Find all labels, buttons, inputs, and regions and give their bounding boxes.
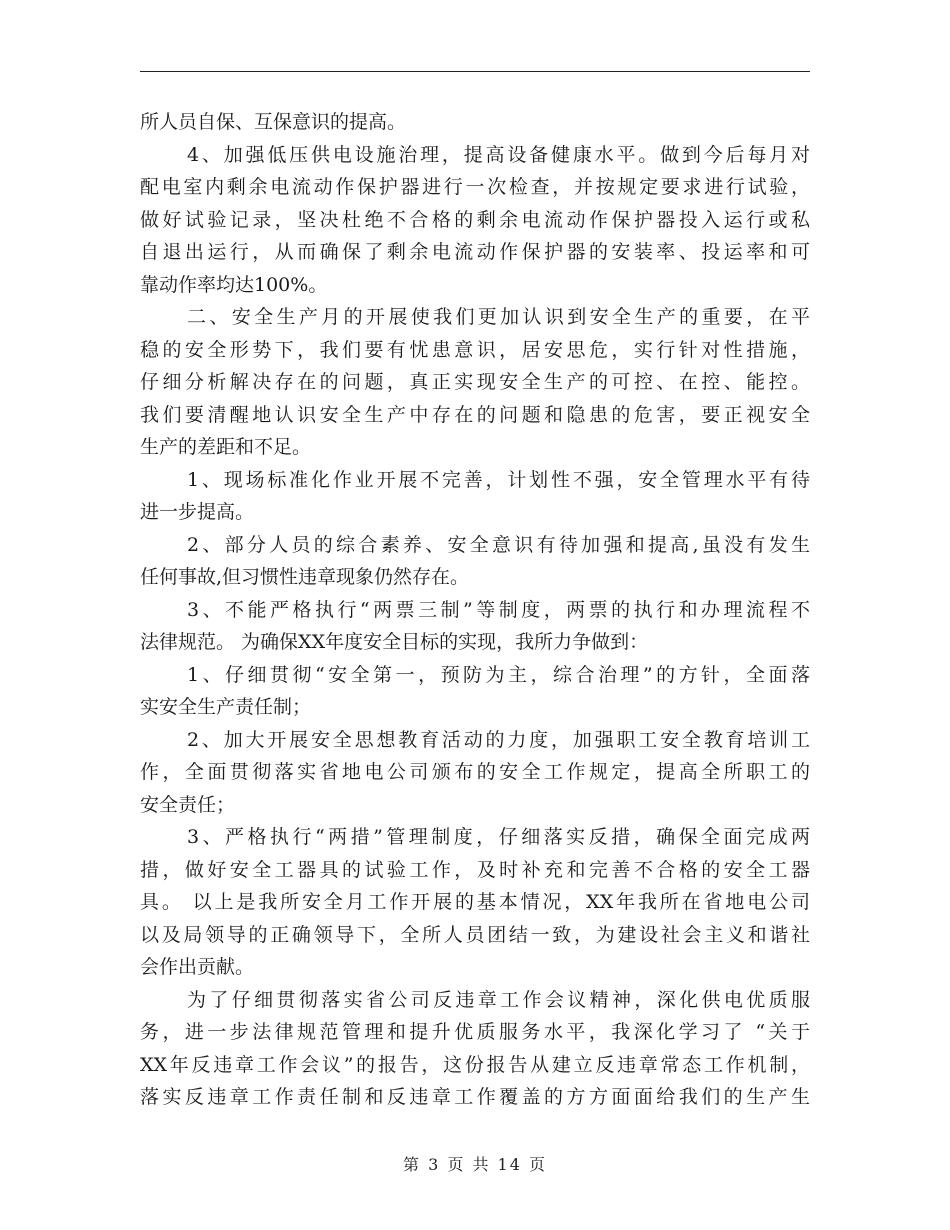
document-body: [140, 106, 810, 1114]
text-line: 2、加大开展安全思想教育活动的力度，加强职工安全教育培训工: [187, 728, 810, 751]
text-line: 实安全生产责任制；: [140, 696, 312, 718]
text-line: 安全责任；: [140, 793, 236, 816]
text-line: 为了仔细贯彻落实省公司反违章工作会议精神，深化供电优质服: [187, 988, 810, 1011]
text-line: 任何事故,但习惯性违章现象仍然存在。: [140, 566, 470, 588]
page-number: 第 3 页 共 14 页: [403, 1155, 547, 1174]
text-line: 落实反违章工作责任制和反违章工作覆盖的方方面面给我们的生产生: [140, 1086, 810, 1108]
text-line: 靠动作率均达100%。: [140, 273, 328, 296]
text-line: 4、加强低压供电设施治理，提高设备健康水平。做到今后每月对: [187, 143, 810, 166]
text-line: 会作出贡献。: [140, 956, 255, 978]
text-line: 稳的安全形势下，我们要有忧患意识，居安思危，实行针对性措施，: [140, 338, 810, 361]
header-rule: [140, 71, 810, 72]
text-line: 以及局领导的正确领导下，全所人员团结一致，为建设社会主义和谐社: [140, 923, 810, 946]
text-line: 作，全面贯彻落实省地电公司颁布的安全工作规定，提高全所职工的: [140, 761, 810, 783]
text-line: 务，进一步法律规范管理和提升优质服务水平，我深化学习了 “关于: [140, 1021, 810, 1043]
text-line: XX年反违章工作会议”的报告，这份报告从建立反违章常态工作机制，: [140, 1053, 810, 1076]
text-line: 1、现场标准化作业开展不完善，计划性不强，安全管理水平有待: [187, 468, 810, 491]
text-line: 具。 以上是我所安全月工作开展的基本情况，XX年我所在省地电公司: [140, 891, 810, 913]
text-line: 仔细分析解决存在的问题，真正实现安全生产的可控、在控、能控。: [140, 371, 810, 393]
text-line: 2、部分人员的综合素养、安全意识有待加强和提高,虽没有发生: [187, 533, 810, 556]
text-line: 3、不能严格执行“两票三制”等制度，两票的执行和办理流程不: [187, 598, 810, 621]
text-line: 3、严格执行“两措”管理制度，仔细落实反措，确保全面完成两: [187, 826, 810, 848]
text-line: 措，做好安全工器具的试验工作，及时补充和完善不合格的安全工器: [140, 858, 810, 881]
text-line: 配电室内剩余电流动作保护器进行一次检查，并按规定要求进行试验，: [140, 176, 810, 198]
text-line: 自退出运行，从而确保了剩余电流动作保护器的安装率、投运率和可: [140, 241, 810, 263]
text-line: 进一步提高。: [140, 501, 255, 523]
text-line: 做好试验记录，坚决杜绝不合格的剩余电流动作保护器投入运行或私: [140, 208, 810, 231]
text-line: 1、仔细贯彻“安全第一，预防为主，综合治理”的方针，全面落: [187, 663, 810, 686]
text-line: 生产的差距和不足。: [140, 436, 312, 458]
text-line: 法律规范。 为确保XX年度安全目标的实现，我所力争做到：: [140, 631, 649, 653]
text-line: 二、安全生产月的开展使我们更加认识到安全生产的重要，在平: [187, 306, 810, 328]
text-line: 我们要清醒地认识安全生产中存在的问题和隐患的危害，要正视安全: [140, 403, 810, 426]
text-line: 所人员自保、互保意识的提高。: [140, 111, 407, 133]
